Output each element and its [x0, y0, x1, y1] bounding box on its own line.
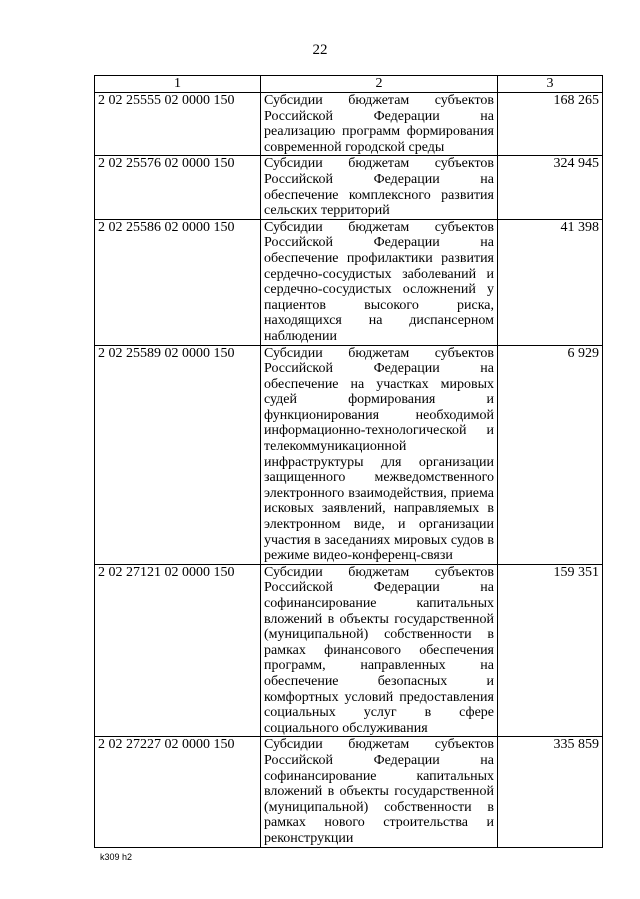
table-row	[95, 93, 603, 156]
row-code: 2 02 25589 02 0000 150	[95, 345, 261, 564]
row-description: Субсидии бюджетам субъектов Российской Федерации на софинансирование капитальных вложений в объекты государственной (муниципальной) собственности в рамках нового строительства и реконструкции	[261, 737, 498, 847]
table-row	[95, 219, 603, 345]
header-col-3: 3	[498, 76, 603, 93]
row-amount: 6 929	[498, 345, 603, 564]
table-header-row	[95, 76, 603, 93]
row-code: 2 02 27227 02 0000 150	[95, 737, 261, 847]
header-col-2: 2	[261, 76, 498, 93]
table-row	[95, 737, 603, 847]
table-row	[95, 564, 603, 737]
row-code: 2 02 27121 02 0000 150	[95, 564, 261, 737]
table-row	[95, 345, 603, 564]
row-amount: 159 351	[498, 564, 603, 737]
row-description: Субсидии бюджетам субъектов Российской Федерации на обеспечение комплексного развития сельских территорий	[261, 156, 498, 219]
row-code: 2 02 25586 02 0000 150	[95, 219, 261, 345]
footer-document-code: k309 h2	[100, 852, 133, 862]
header-col-1: 1	[95, 76, 261, 93]
row-amount: 324 945	[498, 156, 603, 219]
row-amount: 41 398	[498, 219, 603, 345]
page-number: 22	[312, 42, 328, 58]
row-code: 2 02 25555 02 0000 150	[95, 93, 261, 156]
row-amount: 168 265	[498, 93, 603, 156]
row-code: 2 02 25576 02 0000 150	[95, 156, 261, 219]
row-description: Субсидии бюджетам субъектов Российской Федерации на обеспечение на участках мировых судей формирования и функционирования необходимой информационно-технологической и телекоммуникационной инфраструктуры для организации защищенного межведомственного электронного взаимодействия, приема исковых заявлений, направляемых в электронном виде, и организации участия в заседаниях мировых судов в режиме видео-конференц-связи	[261, 345, 498, 564]
row-description: Субсидии бюджетам субъектов Российской Федерации на реализацию программ формирования современной городской среды	[261, 93, 498, 156]
table-row	[95, 156, 603, 219]
row-description: Субсидии бюджетам субъектов Российской Федерации на обеспечение профилактики развития сердечно-сосудистых заболеваний и сердечно-сосудистых осложнений у пациентов высокого риска, находящихся на диспансерном наблюдении	[261, 219, 498, 345]
row-amount: 335 859	[498, 737, 603, 847]
row-description: Субсидии бюджетам субъектов Российской Федерации на софинансирование капитальных вложений в объекты государственной (муниципальной) собственности в рамках финансового обеспечения программ, направленных на обеспечение безопасных и комфортных условий предоставления социальных услуг в сфере социального обслуживания	[261, 564, 498, 737]
budget-table	[94, 75, 603, 848]
